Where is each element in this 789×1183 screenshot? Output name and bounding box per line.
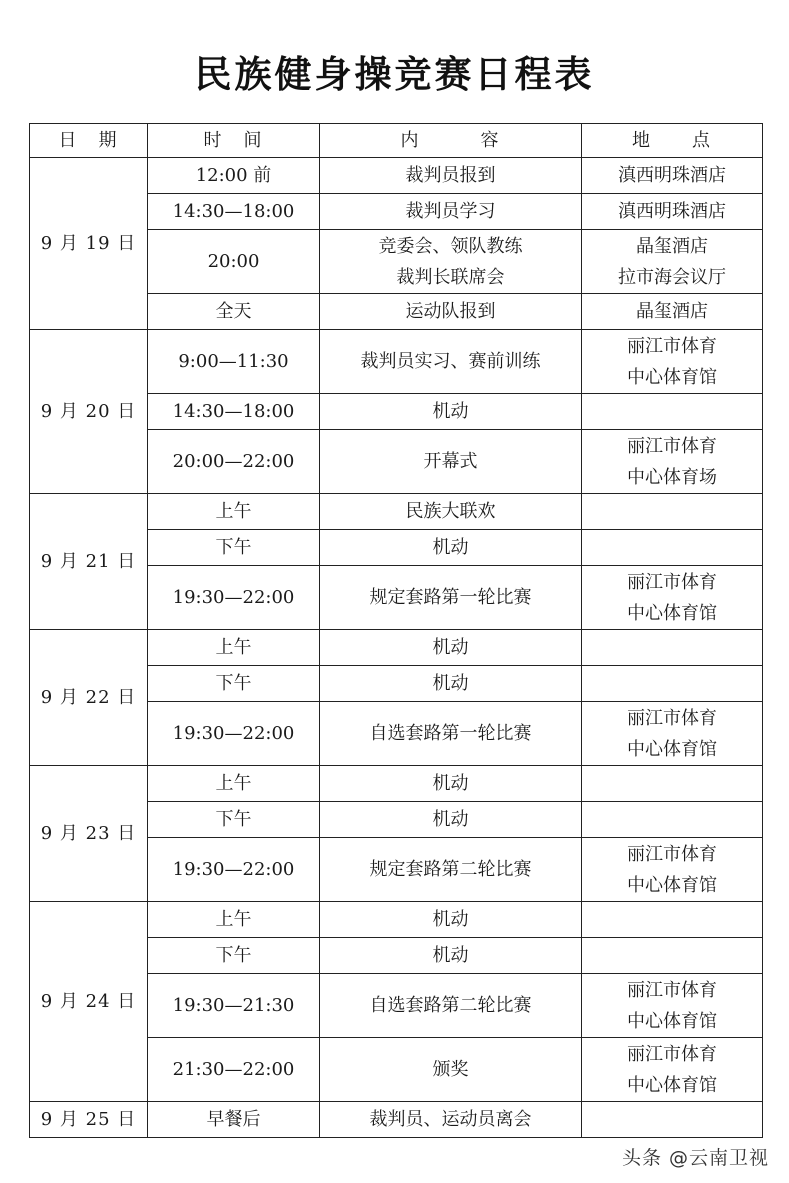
content-text: 机动 <box>432 401 469 422</box>
table-row <box>30 630 763 666</box>
location-cell <box>582 902 763 938</box>
content-cell <box>320 394 582 430</box>
time-text: 下午 <box>215 537 252 558</box>
header-content: 内 容 <box>320 124 582 158</box>
content-text: 机动 <box>432 673 469 694</box>
location-text: 滇西明珠酒店 <box>618 201 726 222</box>
content-cell <box>320 838 582 902</box>
time-cell <box>148 838 320 902</box>
time-cell <box>148 702 320 766</box>
content-cell <box>320 802 582 838</box>
location-cell <box>582 294 763 330</box>
location-cell <box>582 230 763 294</box>
content-cell <box>320 1102 582 1138</box>
time-text: 14:30—18:00 <box>172 401 295 422</box>
date-cell: 9 月 24 日 <box>30 902 148 1102</box>
date-cell: 9 月 19 日 <box>30 158 148 330</box>
time-cell <box>148 566 320 630</box>
location-text: 丽江市体育 中心体育馆 <box>627 979 717 1032</box>
location-cell <box>582 430 763 494</box>
location-cell <box>582 802 763 838</box>
content-cell <box>320 494 582 530</box>
time-text: 全天 <box>215 301 252 322</box>
content-text: 裁判员实习、赛前训练 <box>360 351 541 372</box>
content-cell <box>320 294 582 330</box>
table-row <box>30 158 763 194</box>
location-text: 丽江市体育 中心体育馆 <box>627 571 717 624</box>
content-cell <box>320 766 582 802</box>
location-text: 滇西明珠酒店 <box>618 165 726 186</box>
table-row <box>30 766 763 802</box>
time-cell <box>148 630 320 666</box>
location-cell <box>582 630 763 666</box>
time-text: 上午 <box>215 773 252 794</box>
table-row <box>30 902 763 938</box>
time-text: 上午 <box>215 909 252 930</box>
location-cell <box>582 838 763 902</box>
time-cell <box>148 230 320 294</box>
content-text: 规定套路第一轮比赛 <box>369 587 532 608</box>
content-cell <box>320 974 582 1038</box>
content-cell <box>320 702 582 766</box>
watermark: 头条 @云南卫视 <box>621 1147 769 1169</box>
location-cell <box>582 1038 763 1102</box>
time-cell <box>148 194 320 230</box>
time-cell <box>148 974 320 1038</box>
content-cell <box>320 666 582 702</box>
time-text: 9:00—11:30 <box>178 351 289 372</box>
date-cell: 9 月 21 日 <box>30 494 148 630</box>
time-text: 19:30—21:30 <box>172 995 295 1016</box>
location-cell <box>582 566 763 630</box>
time-text: 上午 <box>215 501 252 522</box>
content-cell <box>320 330 582 394</box>
location-text: 晶玺酒店 <box>636 301 708 322</box>
time-cell <box>148 666 320 702</box>
location-cell <box>582 394 763 430</box>
date-cell: 9 月 25 日 <box>30 1102 148 1138</box>
content-text: 竞委会、领队教练 裁判长联席会 <box>378 235 523 288</box>
schedule-body <box>30 158 763 1138</box>
time-cell <box>148 294 320 330</box>
location-cell <box>582 702 763 766</box>
time-text: 20:00—22:00 <box>172 451 295 472</box>
location-cell <box>582 1102 763 1138</box>
time-cell <box>148 394 320 430</box>
schedule-table <box>29 123 763 1138</box>
content-cell <box>320 630 582 666</box>
time-text: 下午 <box>215 809 252 830</box>
location-cell <box>582 938 763 974</box>
time-cell <box>148 802 320 838</box>
date-cell: 9 月 22 日 <box>30 630 148 766</box>
location-text: 晶玺酒店 拉市海会议厅 <box>618 235 726 288</box>
time-cell <box>148 766 320 802</box>
time-text: 19:30—22:00 <box>172 723 295 744</box>
location-cell <box>582 666 763 702</box>
time-cell <box>148 494 320 530</box>
time-text: 19:30—22:00 <box>172 587 295 608</box>
content-cell <box>320 158 582 194</box>
time-cell <box>148 158 320 194</box>
table-header-row <box>30 124 763 158</box>
location-cell <box>582 530 763 566</box>
date-cell: 9 月 23 日 <box>30 766 148 902</box>
time-cell <box>148 938 320 974</box>
time-text: 20:00 <box>207 251 260 272</box>
content-cell <box>320 430 582 494</box>
content-cell <box>320 530 582 566</box>
time-text: 19:30—22:00 <box>172 859 295 880</box>
content-text: 运动队报到 <box>405 301 496 322</box>
location-cell <box>582 158 763 194</box>
time-text: 上午 <box>215 637 252 658</box>
content-cell <box>320 1038 582 1102</box>
content-cell <box>320 194 582 230</box>
content-text: 裁判员、运动员离会 <box>369 1109 532 1130</box>
content-text: 机动 <box>432 909 469 930</box>
location-cell <box>582 194 763 230</box>
page-title: 民族健身操竞赛日程表 <box>194 53 595 96</box>
location-text: 丽江市体育 中心体育馆 <box>627 1043 717 1096</box>
time-text: 下午 <box>215 945 252 966</box>
header-date: 日 期 <box>30 124 148 158</box>
content-text: 自选套路第一轮比赛 <box>369 723 532 744</box>
time-cell <box>148 530 320 566</box>
content-cell <box>320 938 582 974</box>
location-text: 丽江市体育 中心体育馆 <box>627 335 717 388</box>
content-text: 自选套路第二轮比赛 <box>369 995 532 1016</box>
content-text: 机动 <box>432 945 469 966</box>
content-text: 机动 <box>432 537 469 558</box>
content-text: 机动 <box>432 809 469 830</box>
time-cell <box>148 1038 320 1102</box>
time-cell <box>148 902 320 938</box>
content-text: 颁奖 <box>432 1059 469 1080</box>
location-cell <box>582 974 763 1038</box>
content-cell <box>320 902 582 938</box>
location-text: 丽江市体育 中心体育场 <box>627 435 717 488</box>
table-row <box>30 1102 763 1138</box>
location-cell <box>582 330 763 394</box>
content-text: 机动 <box>432 773 469 794</box>
content-cell <box>320 566 582 630</box>
time-cell <box>148 1102 320 1138</box>
table-row <box>30 330 763 394</box>
time-text: 下午 <box>215 673 252 694</box>
time-text: 12:00 前 <box>195 165 272 186</box>
time-cell <box>148 430 320 494</box>
location-cell <box>582 494 763 530</box>
location-text: 丽江市体育 中心体育馆 <box>627 707 717 760</box>
header-time: 时 间 <box>148 124 320 158</box>
content-text: 规定套路第二轮比赛 <box>369 859 532 880</box>
content-text: 裁判员学习 <box>405 201 496 222</box>
header-location: 地 点 <box>582 124 763 158</box>
time-text: 早餐后 <box>206 1109 261 1130</box>
time-cell <box>148 330 320 394</box>
content-text: 民族大联欢 <box>405 501 496 522</box>
location-text: 丽江市体育 中心体育馆 <box>627 843 717 896</box>
table-row <box>30 494 763 530</box>
content-cell <box>320 230 582 294</box>
content-text: 机动 <box>432 637 469 658</box>
date-cell: 9 月 20 日 <box>30 330 148 494</box>
time-text: 21:30—22:00 <box>172 1059 295 1080</box>
content-text: 裁判员报到 <box>405 165 496 186</box>
content-text: 开幕式 <box>423 451 478 472</box>
location-cell <box>582 766 763 802</box>
time-text: 14:30—18:00 <box>172 201 295 222</box>
